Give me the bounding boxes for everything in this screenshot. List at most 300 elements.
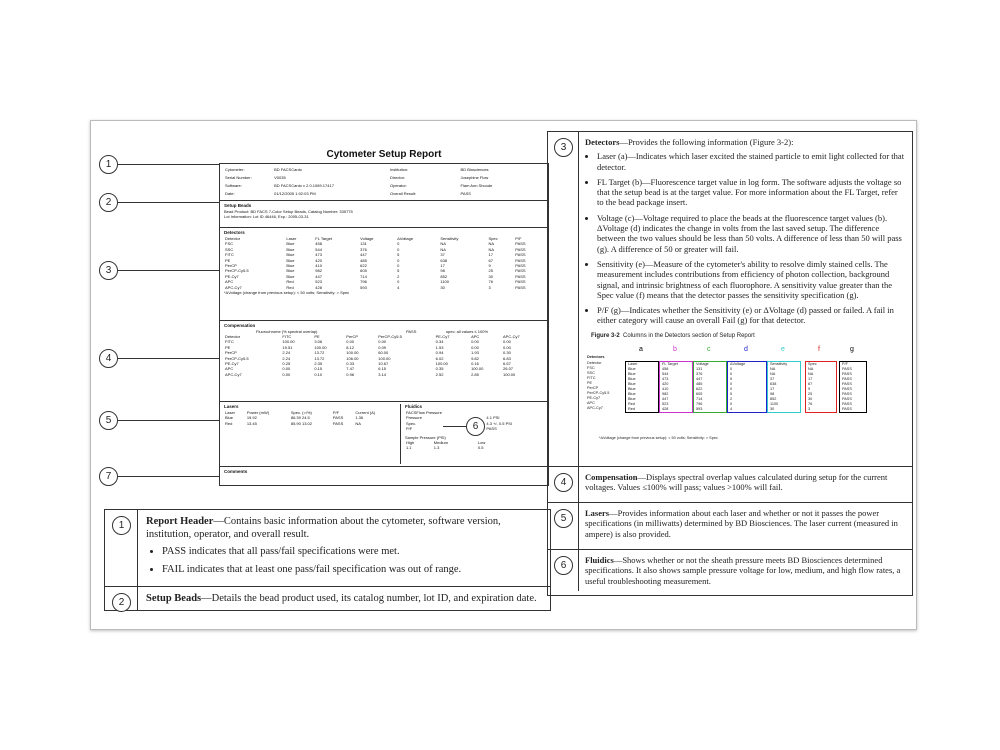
legend-text-1 [138, 510, 550, 586]
table-cell: 2.24 [282, 350, 291, 356]
figure-cell: PerCP-Cy5.5 [587, 391, 610, 396]
table-cell: 0.00 [282, 371, 291, 377]
legend-body-6: —Shows whether or not the sheath pressure meets BD Biosciences determined specifications. It also shows sample pressure voltage for low, medium, and high flow rates, a useful troubleshooting measurement. [585, 555, 901, 586]
table-cell: Sensitivity [440, 236, 459, 241]
figure-cell: 410 [662, 387, 669, 392]
table-cell: APC [471, 334, 480, 339]
table-cell: 2.24 [282, 355, 291, 361]
table-cell: 0.35 [435, 366, 444, 372]
figure-column-header: ΔVoltage [730, 362, 746, 367]
table-cell: 0.00 [503, 344, 511, 350]
table-cell: BD Biosciences [460, 167, 489, 173]
table-cell: APC [225, 366, 234, 372]
figure-column-4 [727, 361, 767, 413]
figure-cell: PASS [842, 387, 852, 392]
figure-cell: 982 [662, 392, 669, 397]
table-cell: 0 [397, 279, 400, 285]
table-cell: 13.45 [246, 420, 257, 426]
comments-title: Comments [224, 469, 248, 474]
table-cell: 0.00 [471, 339, 479, 345]
report-header-section [219, 163, 549, 200]
table-cell: Institution: [390, 167, 409, 173]
callout-3: 3 [99, 261, 118, 280]
table-cell: PASS [515, 241, 526, 247]
table-cell: 0 [397, 246, 400, 252]
legend-num-6: 6 [554, 556, 573, 575]
figure-cell: 30 [808, 397, 813, 402]
figure-cell: 5 [730, 377, 733, 382]
table-cell: 447 [315, 273, 322, 279]
figure-cell: 5 [730, 392, 733, 397]
table-cell: 622 [360, 263, 367, 269]
table-cell: 1.93 [471, 350, 479, 356]
legend-title-5: Lasers [585, 508, 610, 518]
detectors-title: Detectors [224, 230, 245, 235]
figure-cell: PerCP [587, 386, 599, 391]
callout-5-line [117, 420, 219, 421]
table-cell: 0.00 [346, 339, 355, 345]
figure-cell: NA [770, 372, 776, 377]
table-cell: Flam Ann Shoode [460, 183, 493, 189]
legend-num-cell [548, 467, 579, 502]
table-cell: 100.00 [346, 350, 359, 356]
legend-num-cell [105, 587, 138, 610]
table-cell: 5 [397, 268, 400, 274]
compensation-table [224, 334, 544, 377]
figure-column-5 [767, 361, 801, 413]
figure-cell: 2 [730, 397, 733, 402]
legend-num-cell [105, 510, 138, 586]
table-cell: 131 [360, 241, 367, 247]
manual-page [90, 120, 917, 630]
table-cell: FACSFlow Pressure [405, 410, 442, 415]
table-cell: PE-Cy7 [225, 273, 239, 279]
table-cell: 376 [360, 246, 367, 252]
table-cell: PASS [515, 252, 526, 258]
legend-num-3: 3 [554, 138, 573, 157]
table-cell: Serial Number: [225, 175, 252, 181]
table-cell: Cytometer: [225, 167, 245, 173]
figure-cell: 9 [808, 387, 811, 392]
legend-title-1: Report Header [146, 516, 214, 527]
legend-num-cell [548, 132, 579, 466]
table-cell: PASS [460, 191, 471, 197]
table-cell: PASS [515, 284, 526, 290]
table-cell: NA [440, 241, 446, 247]
table-cell: 8.12 [346, 344, 355, 350]
legend-bullet: • Sensitivity (e)—Measure of the cytometer's ability to resolve dimly stained cells. The measurement includes contributions from efficiency of photon collection, background signal, and intrinsic brightness of each fluorophore. A sensitivity value greater than the Spec value (f) means that the detector passes the sensitivity specification (g). [597, 259, 906, 300]
figure-cell: 376 [696, 372, 703, 377]
table-cell: 0.30 [503, 350, 511, 356]
figure-cell: PASS [842, 377, 852, 382]
figure-cell: 447 [696, 377, 703, 382]
figure-cell: 485 [696, 382, 703, 387]
comp-pass-label: PASS [406, 329, 417, 334]
figure-cell: 30 [770, 407, 775, 412]
figure-caption-text: Columns in the Detectors section of Setup Report [623, 332, 755, 339]
figure-cell: NA [770, 367, 776, 372]
figure-cell: 714 [696, 397, 703, 402]
table-cell: 544 [315, 246, 322, 252]
comp-super-label: Fluorochrome (% spectral overlap) [256, 329, 318, 334]
table-row [224, 372, 544, 377]
figure-cell: SSC [587, 371, 595, 376]
figure-cell: 420 [662, 382, 669, 387]
legend-body-1: —Contains basic information about the cytometer, software version, institution, operator, and overall result. [146, 516, 501, 540]
table-cell: 420 [315, 257, 322, 263]
table-cell: PASS [515, 246, 526, 252]
figure-letter-d: d [744, 346, 748, 354]
table-cell: 0.15 [314, 366, 323, 372]
table-cell: 473 [315, 252, 322, 258]
table-cell: 2.35 [314, 361, 323, 367]
table-cell: 100.00 [282, 339, 295, 345]
table-cell: 17 [440, 263, 445, 269]
figure-cell: 0 [730, 367, 733, 372]
table-row [224, 166, 379, 174]
table-cell: 3 [488, 284, 491, 290]
table-cell: 10.67 [378, 361, 389, 367]
table-cell: PE-Cy7 [435, 334, 450, 339]
legend-bullet: • Laser (a)—Indicates which laser excited the stained particle to emit light collected for that detector. [597, 151, 906, 172]
left-legend [104, 509, 551, 611]
figure-cell: FSC [587, 366, 595, 371]
setup-beads-section [219, 200, 549, 227]
table-cell: 0.00 [378, 339, 387, 345]
detectors-note: *ΔVoltage (change from previous setup): < 50 volts; Sensitivity: > Spec [224, 290, 350, 296]
table-cell: 638 [440, 257, 448, 263]
header-left-table [224, 166, 379, 198]
table-cell: BD FACSCanto [274, 167, 302, 173]
lasers-fluidics-section [219, 401, 549, 466]
legend-item-2 [105, 587, 550, 610]
callout-6: 6 [466, 417, 485, 436]
compensation-section [219, 320, 549, 401]
table-cell: PASS [515, 268, 526, 274]
table-cell: FITC [225, 252, 234, 258]
table-cell: P/F [332, 410, 340, 415]
table-cell: 447 [360, 252, 367, 258]
legend-bullet: • FAIL indicates that at least one pass/fail specification was out of range. [162, 563, 542, 576]
table-cell: Blue [286, 263, 295, 269]
table-cell: 26.07 [503, 366, 514, 372]
table-cell: 6.02 [435, 355, 444, 361]
table-cell: Laser [286, 236, 297, 241]
table-row [389, 190, 544, 198]
table-cell: PerCP [225, 350, 237, 356]
table-cell: 76 [488, 279, 493, 285]
table-cell: 9.82 [471, 355, 479, 361]
table-cell: 2.85 [471, 371, 479, 377]
setup-beads-title: Setup Beads [224, 203, 252, 208]
table-cell: Director: [390, 175, 406, 181]
figure-cell: 4 [730, 407, 733, 412]
table-row [224, 190, 379, 198]
table-cell: PASS [515, 257, 526, 263]
table-cell: PASS [332, 420, 344, 426]
table-cell: Spec [488, 236, 498, 241]
figure-letter-a: a [639, 346, 643, 354]
table-cell: 2.52 [435, 371, 444, 377]
table-cell: 605 [360, 268, 367, 274]
figure-cell: 25 [808, 392, 813, 397]
table-cell: 0 [397, 263, 400, 269]
figure-title [587, 355, 605, 360]
table-cell: Software: [225, 183, 242, 189]
table-cell: FITC [282, 334, 292, 339]
figure-column-header: Voltage [696, 362, 709, 367]
legend-item-6 [548, 550, 912, 591]
figure-cell: 0 [730, 402, 733, 407]
legend-title-3: Detectors [585, 137, 620, 147]
figure-caption [591, 331, 906, 341]
table-cell: 1.1 [405, 445, 412, 451]
figure-cell: PASS [842, 367, 852, 372]
figure-cell: 593 [696, 407, 703, 412]
sample-pressure-title: Sample Pressure (PSI) [404, 434, 446, 440]
table-cell: Spec. [405, 420, 417, 426]
table-cell: 13.72 [314, 350, 325, 356]
table-cell: 98 [440, 268, 445, 274]
figure-cell: 0 [730, 372, 733, 377]
legend-num-cell [548, 550, 579, 591]
callout-1: 1 [99, 155, 118, 174]
table-cell: 25 [488, 268, 493, 274]
legend-bullet: • FL Target (b)—Fluorescence target value in log form. The software adjusts the voltage so that the setup bead is at the target value. For more information about the FL Target, refer to the bead package insert. [597, 177, 906, 208]
legend-bullets-3 [585, 151, 906, 325]
table-cell: Medium [433, 439, 448, 445]
legend-item-1 [105, 510, 550, 587]
legend-text-5 [579, 503, 912, 549]
setup-report [219, 149, 549, 486]
figure-cell: 0 [730, 387, 733, 392]
table-cell: 0.10 [314, 371, 323, 377]
table-cell: 60.00 [378, 350, 389, 356]
table-cell: Josephine Flow [460, 175, 489, 181]
callout-1-line [117, 164, 219, 165]
table-cell: Red [225, 420, 233, 426]
table-cell: Laser [225, 410, 236, 415]
figure-column-7 [839, 361, 867, 413]
table-cell: PE [314, 334, 320, 339]
figure-note: *ΔVoltage (change from previous setup): < 50 volts; Sensitivity: > Spec [599, 436, 718, 441]
table-cell: Operator: [390, 183, 407, 189]
setup-beads-line1: Bead Product: BD FACS 7-Color Setup Beads, Catalog Number: 335775 [224, 209, 353, 214]
figure-column-header: Laser [628, 362, 638, 367]
table-cell: 0 [397, 257, 400, 263]
table-cell: 1.36 [355, 415, 364, 421]
table-cell: 4 [397, 284, 400, 290]
table-cell: NA [488, 246, 495, 252]
figure-cell: Blue [628, 392, 636, 397]
figure-letter-c: c [707, 346, 711, 354]
figure-cell: 67 [808, 382, 813, 387]
table-cell: 0.16 [471, 361, 479, 367]
table-cell: 593 [360, 284, 367, 290]
callout-4: 4 [99, 349, 118, 368]
figure-cell: 428 [662, 407, 669, 412]
figure-cell: APC-Cy7 [587, 406, 603, 411]
figure-cell: PASS [842, 392, 852, 397]
table-cell: 0.94 [435, 350, 444, 356]
figure-column-header: FL Target [662, 362, 678, 367]
table-cell: 30 [488, 273, 493, 279]
table-row [389, 182, 544, 190]
table-cell: 37 [440, 252, 445, 258]
table-cell: 0.00 [282, 366, 291, 372]
figure-column-6 [805, 361, 837, 413]
figure-letter-f: f [818, 346, 820, 354]
detectors-section [219, 227, 549, 320]
table-cell: 6.67 [503, 361, 511, 367]
table-cell: Blue [286, 252, 295, 258]
legend-text-2 [138, 587, 550, 610]
figure-cell: Red [628, 402, 635, 407]
legend-body-3: —Provides the following information (Figure 3-2): [619, 137, 794, 147]
table-cell: 86.39 24.5 [290, 415, 310, 421]
table-cell: 5 [397, 252, 400, 258]
legend-bullet: • Voltage (c)—Voltage required to place the beads at the fluorescence target values (b). ΔVoltage (d) indicates the change in volts from the last saved setup. The difference between the two values should be less than 50 volts. A difference of less than 50 will pass (g). A difference of 50 or greater will fail. [597, 213, 906, 254]
table-cell: 01/12/2005 1:02:03 PM [274, 191, 316, 197]
table-cell: P/F [405, 426, 413, 432]
figure-column-0 [587, 361, 621, 411]
table-cell: PASS [515, 263, 526, 269]
table-cell: Blue [286, 241, 295, 247]
table-cell: Blue [286, 268, 295, 274]
table-cell: 19.51 [282, 344, 293, 350]
table-cell: 9 [488, 263, 491, 269]
table-cell: Low [477, 439, 486, 445]
table-cell: Blue [225, 415, 234, 421]
figure-cell: Blue [628, 387, 636, 392]
figure-cell: Blue [628, 372, 636, 377]
table-cell: 1100 [440, 279, 449, 285]
figure-cell: Blue [628, 367, 636, 372]
callout-5: 5 [99, 411, 118, 430]
table-cell: Red [286, 284, 294, 290]
figure-title-text: Detectors [587, 355, 605, 360]
figure-column-header: Spec [808, 362, 817, 367]
table-cell: PASS [332, 415, 344, 421]
table-cell: APC-Cy7 [225, 371, 242, 377]
table-cell: 4.1 PSI [486, 415, 500, 421]
table-cell: 17 [488, 252, 493, 258]
table-cell: 19.92 [246, 415, 257, 421]
table-cell: 3.14 [378, 371, 387, 377]
table-cell: SSC [225, 246, 234, 252]
table-cell: Power (mW) [246, 410, 270, 415]
legend-title-6: Fluidics [585, 555, 614, 565]
table-cell: 100.00 [503, 371, 516, 377]
legend-num-4: 4 [554, 473, 573, 492]
table-cell: PE [225, 257, 231, 263]
table-row [224, 421, 394, 426]
table-cell: 30 [440, 284, 445, 290]
table-cell: 0.96 [346, 371, 355, 377]
figure-cell: 1100 [770, 402, 779, 407]
figure-cell: PE [587, 381, 593, 386]
figure-letter-b: b [673, 346, 677, 354]
table-cell: APC [225, 279, 234, 285]
table-cell: Spec. (>/%) [290, 410, 312, 415]
legend-item-4 [548, 467, 912, 503]
table-cell: Detector [225, 334, 241, 339]
right-legend [547, 131, 913, 596]
figure-letter-e: e [781, 346, 785, 354]
figure-cell: PASS [842, 407, 852, 412]
figure-cell: Blue [628, 397, 636, 402]
table-cell: 796 [360, 279, 367, 285]
table-cell: 1.53 [435, 344, 444, 350]
table-cell: Detector [225, 236, 241, 241]
table-cell: APC-Cy7 [225, 284, 242, 290]
table-cell: 6.83 [503, 355, 511, 361]
table-cell: NA [355, 420, 361, 426]
callout-4-line [117, 358, 219, 359]
table-cell: PE-Cy7 [225, 361, 239, 367]
table-cell: 523 [315, 279, 322, 285]
callout-6-line [443, 426, 466, 427]
legend-item-3 [548, 132, 912, 467]
table-cell: Blue [286, 246, 295, 252]
figure-cell: 796 [696, 402, 703, 407]
table-cell: PASS [515, 279, 526, 285]
table-cell: 0.25 [282, 361, 291, 367]
table-cell: 2 [397, 273, 400, 279]
table-cell: 13.72 [314, 355, 325, 361]
table-cell: 4.3 +/- 0.5 PSI [486, 420, 513, 426]
compensation-title: Compensation [224, 323, 256, 328]
figure-column-header: Detector [587, 361, 602, 366]
legend-num-5: 5 [554, 509, 573, 528]
figure-cell: 622 [696, 387, 703, 392]
legend-num-1: 1 [112, 516, 131, 535]
table-cell: FL Target [315, 236, 332, 241]
table-row [389, 166, 544, 174]
table-cell: Blue [286, 257, 295, 263]
table-cell: 100.00 [314, 344, 327, 350]
figure-label: Figure 3-2 [591, 332, 620, 339]
table-cell: 6.15 [378, 366, 387, 372]
figure-cell: Blue [628, 382, 636, 387]
figure-cell: 17 [808, 377, 813, 382]
sample-pressure-table [405, 440, 502, 451]
legend-body-5: —Provides information about each laser and whether or not it passes the power specifications (in milliwatts) determined by BD Biosciences. The laser current (measured in ampere) is also provided. [585, 508, 898, 539]
table-cell: 85.90 13.02 [290, 420, 312, 426]
table-cell: Date: [225, 191, 235, 197]
figure-cell: 98 [770, 392, 775, 397]
table-cell: 458 [315, 241, 322, 247]
table-cell: FSC [225, 241, 233, 247]
comments-section [219, 466, 549, 486]
fluidics-title: Fluidics [404, 404, 422, 409]
figure-cell: 37 [770, 377, 775, 382]
table-row [224, 174, 379, 182]
figure-cell: 605 [696, 392, 703, 397]
figure-cell: 523 [662, 402, 669, 407]
figure-cell: 76 [808, 402, 813, 407]
table-row [405, 445, 502, 450]
legend-title-2: Setup Beads [146, 593, 202, 604]
figure-column-header: Sensitivity [770, 362, 788, 367]
table-cell: 100.00 [435, 361, 448, 367]
table-cell: 485 [360, 257, 367, 263]
table-cell: High [405, 439, 415, 445]
table-cell: PerCP-Cy5.5 [225, 355, 249, 361]
legend-text-6 [579, 550, 912, 591]
figure-letter-g: g [850, 346, 854, 354]
table-cell: PerCP-Cy5.5 [225, 268, 249, 274]
